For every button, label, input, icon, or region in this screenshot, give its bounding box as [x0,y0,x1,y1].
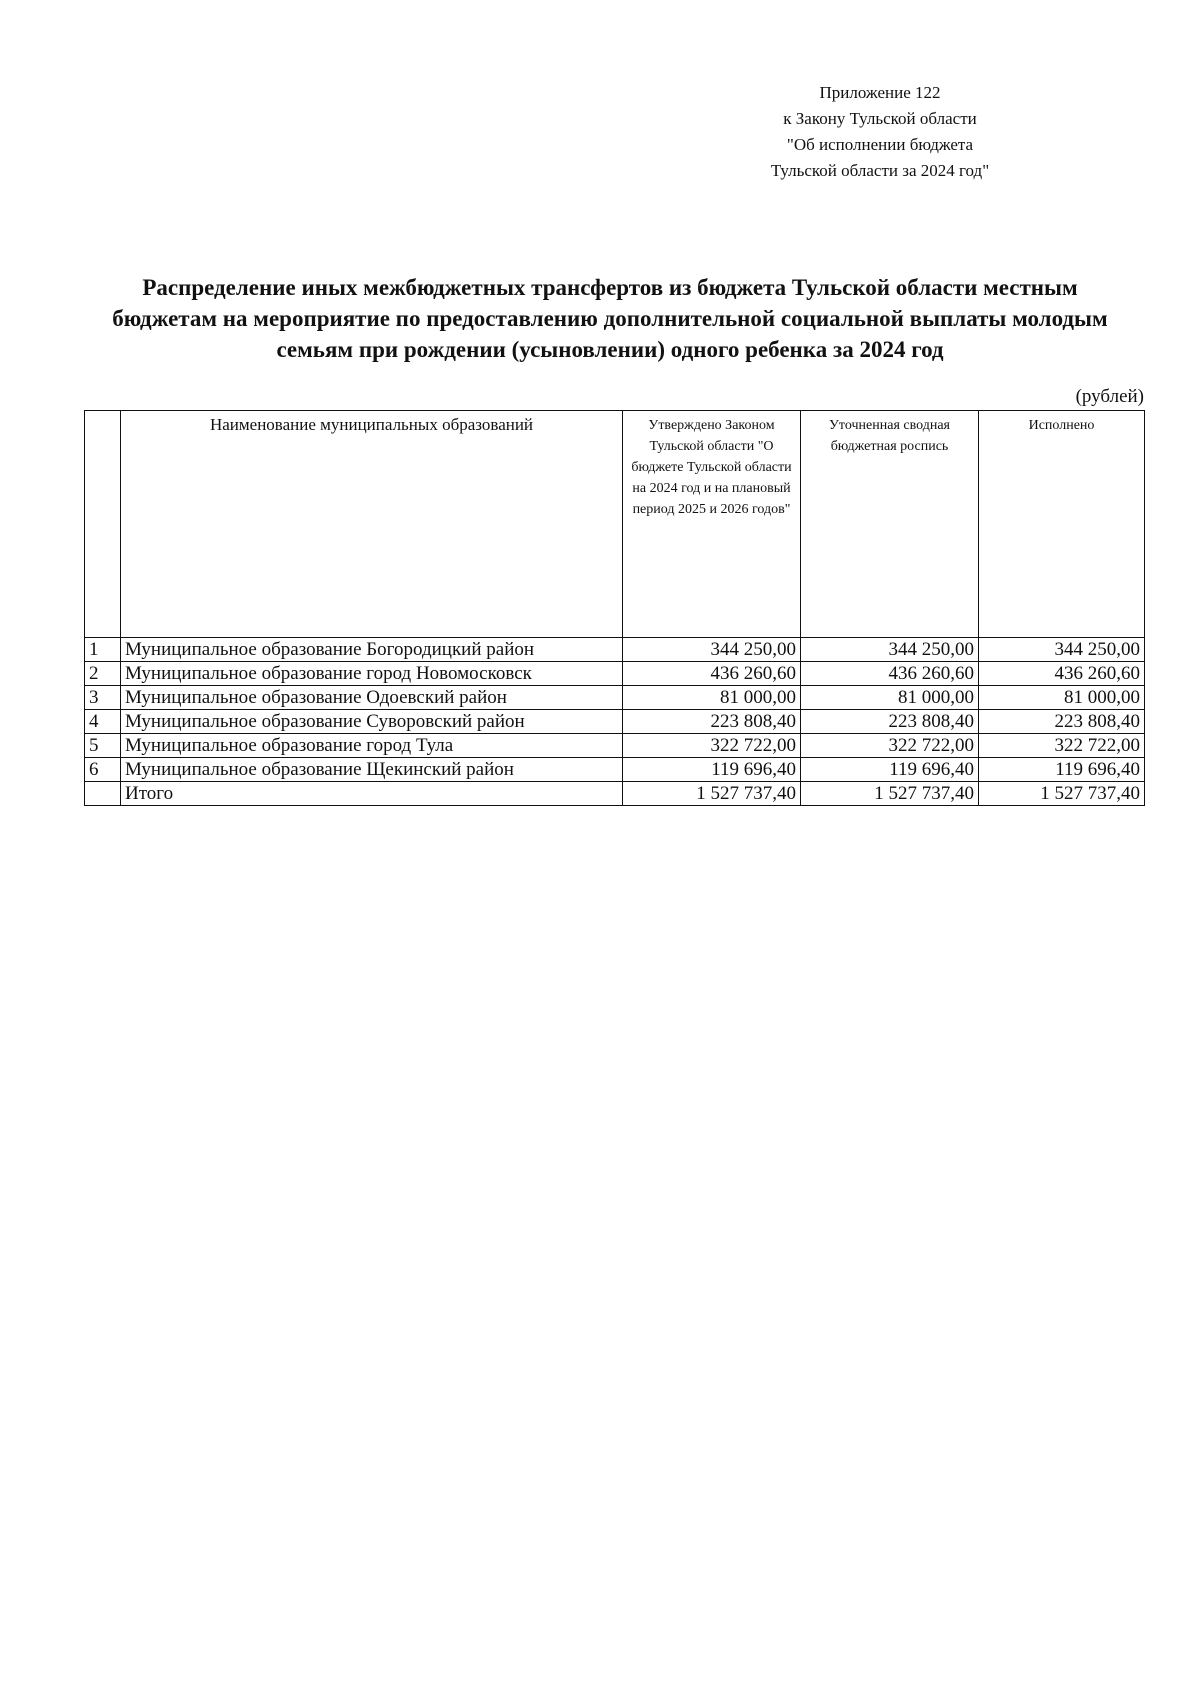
title-line-1: Распределение иных межбюджетных трансфертов из бюджета Тульской области местным [142,275,1078,300]
appendix-line-4: Тульской области за 2024 год" [770,161,990,180]
header-row [85,411,1145,638]
row-number: 6 [85,758,121,782]
table-body [85,638,1145,806]
header-executed: Исполнено [979,411,1145,638]
transfers-table [84,410,1145,806]
row-revised: 344 250,00 [801,638,979,662]
row-approved: 322 722,00 [623,734,801,758]
row-revised: 223 808,40 [801,710,979,734]
row-approved: 436 260,60 [623,662,801,686]
row-municipality: Муниципальное образование Одоевский район [121,686,623,710]
row-revised: 436 260,60 [801,662,979,686]
table-row [85,710,1145,734]
title-line-3: семьям при рождении (усыновлении) одного ребенка за 2024 год [276,337,944,362]
row-number: 5 [85,734,121,758]
row-executed: 119 696,40 [979,758,1145,782]
row-approved: 119 696,40 [623,758,801,782]
row-approved: 223 808,40 [623,710,801,734]
document-title [90,272,1130,365]
row-municipality: Муниципальное образование Щекинский район [121,758,623,782]
row-number: 1 [85,638,121,662]
row-revised: 81 000,00 [801,686,979,710]
row-municipality: Муниципальное образование Богородицкий район [121,638,623,662]
appendix-line-1: Приложение 122 [819,83,941,102]
row-approved: 81 000,00 [623,686,801,710]
total-number [85,782,121,806]
total-label: Итого [121,782,623,806]
appendix-line-3: "Об исполнении бюджета [786,135,974,154]
row-executed: 322 722,00 [979,734,1145,758]
units-label: (рублей) [1075,386,1144,407]
total-row [85,782,1145,806]
row-number: 2 [85,662,121,686]
row-executed: 344 250,00 [979,638,1145,662]
header-municipality: Наименование муниципальных образований [121,411,623,638]
table-row [85,686,1145,710]
row-revised: 322 722,00 [801,734,979,758]
table-row [85,638,1145,662]
row-number: 3 [85,686,121,710]
table-header [85,411,1145,638]
row-number: 4 [85,710,121,734]
row-executed: 223 808,40 [979,710,1145,734]
row-executed: 436 260,60 [979,662,1145,686]
row-municipality: Муниципальное образование Суворовский район [121,710,623,734]
header-approved: Утверждено Законом Тульской области "О бюджете Тульской области на 2024 год и на плановый период 2025 и 2026 годов" [623,411,801,638]
row-municipality: Муниципальное образование город Тула [121,734,623,758]
table-row [85,662,1145,686]
row-revised: 119 696,40 [801,758,979,782]
row-municipality: Муниципальное образование город Новомосковск [121,662,623,686]
table-row [85,734,1145,758]
total-revised: 1 527 737,40 [801,782,979,806]
row-executed: 81 000,00 [979,686,1145,710]
total-executed: 1 527 737,40 [979,782,1145,806]
title-line-2: бюджетам на мероприятие по предоставлению дополнительной социальной выплаты молодым [112,306,1108,331]
header-number [85,411,121,638]
total-approved: 1 527 737,40 [623,782,801,806]
header-revised: Уточненная сводная бюджетная роспись [801,411,979,638]
appendix-note [720,80,1040,184]
table-row [85,758,1145,782]
row-approved: 344 250,00 [623,638,801,662]
appendix-line-2: к Закону Тульской области [783,109,977,128]
